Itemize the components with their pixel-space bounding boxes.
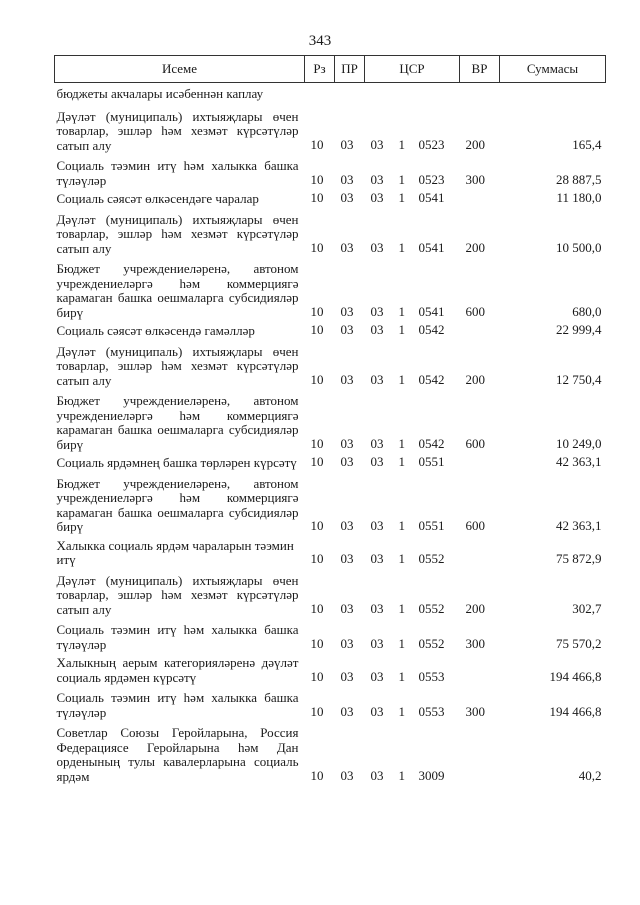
row-name: Дәүләт (муниципаль) ихтыяҗлары өчен товарлар, эшләр һәм хезмәт күрсәтүләр сатып алу (56, 108, 299, 153)
row-csr-2: 1 (398, 190, 405, 205)
row-csr-3: 0552 (418, 600, 445, 616)
row-csr-2: 1 (398, 435, 405, 451)
row-csr-2: 1 (398, 454, 405, 469)
row-csr-3: 0541 (418, 190, 445, 205)
row-name: Дәүләт (муниципаль) ихтыяҗлары өчен товарлар, эшләр һәм хезмәт күрсәтүләр сатып алу (56, 211, 299, 256)
row-name: Социаль тәэмин итү һәм халыкка башка түләүләр (56, 690, 299, 720)
row-sum (500, 83, 606, 102)
row-name: Социаль ярдәмнең башка төрләрен күрсәтү (56, 455, 297, 470)
row-pr: 03 (340, 190, 354, 205)
row-vr: 600 (465, 518, 485, 533)
row-sum: 42 363,1 (556, 454, 602, 469)
row-rz: 10 (310, 767, 324, 783)
page-number: 343 (308, 33, 332, 49)
row-rz: 10 (310, 190, 324, 205)
row-csr-1: 03 (370, 454, 384, 469)
row-pr: 03 (340, 239, 354, 255)
row-csr-3: 0542 (418, 371, 445, 387)
row-vr (460, 188, 500, 207)
row-csr-3: 0542 (418, 435, 445, 451)
row-csr-2: 1 (398, 703, 405, 719)
row-sum: 10 500,0 (556, 239, 602, 255)
row-csr-1: 03 (370, 600, 384, 616)
row-sum: 194 466,8 (549, 668, 602, 684)
row-rz: 10 (310, 518, 324, 533)
row-csr-1: 03 (370, 322, 384, 337)
row-sum: 10 249,0 (556, 435, 602, 451)
row-csr-1: 03 (370, 136, 384, 152)
row-csr-3: 0551 (418, 518, 445, 533)
row-sum: 680,0 (572, 303, 602, 319)
row-sum: 165,4 (572, 136, 602, 152)
row-vr (460, 535, 500, 568)
table-row (55, 452, 606, 471)
row-csr-3: 0541 (418, 303, 445, 319)
row-csr-1: 03 (370, 703, 384, 719)
row-csr-2: 1 (398, 371, 405, 387)
row-sum: 302,7 (572, 600, 602, 616)
row-csr-1: 03 (370, 635, 384, 651)
row-csr-2: 1 (398, 600, 405, 616)
row-rz: 10 (310, 136, 324, 152)
row-csr-2: 1 (398, 303, 405, 319)
row-pr: 03 (340, 767, 354, 783)
row-vr: 300 (465, 171, 485, 187)
row-csr-1: 03 (370, 435, 384, 451)
row-rz: 10 (310, 303, 324, 319)
row-vr: 200 (465, 239, 485, 255)
row-csr-3: 0553 (418, 668, 445, 684)
header-name: Исеме (55, 56, 305, 83)
table-row (55, 535, 606, 568)
row-name: Халыкның аерым категорияләренә дәүләт социаль ярдәмен күрсәтү (56, 655, 299, 685)
row-name: Бюджет учреждениеләренә, автоном учреждениеләргә һәм коммерциягә карамаган башка оешмаларга субсидияләр бирү (56, 393, 299, 452)
row-pr: 03 (340, 600, 354, 616)
row-vr: 200 (465, 136, 485, 152)
row-rz: 10 (310, 600, 324, 616)
row-sum: 11 180,0 (556, 190, 602, 205)
row-sum: 42 363,1 (556, 518, 602, 533)
row-csr-3: 0551 (418, 454, 445, 469)
row-name: Дәүләт (муниципаль) ихтыяҗлары өчен товарлар, эшләр һәм хезмәт күрсәтүләр сатып алу (56, 343, 299, 388)
row-rz: 10 (310, 635, 324, 651)
table-row (55, 153, 606, 188)
row-rz: 10 (310, 322, 324, 337)
row-pr: 03 (340, 136, 354, 152)
row-pr: 03 (340, 322, 354, 337)
row-rz: 10 (310, 371, 324, 387)
table-row (55, 471, 606, 535)
row-vr: 300 (465, 703, 485, 719)
header-vr: ВР (460, 56, 500, 83)
row-sum: 75 872,9 (556, 551, 602, 566)
row-sum: 12 750,4 (556, 371, 602, 387)
row-name: Дәүләт (муниципаль) ихтыяҗлары өчен товарлар, эшләр һәм хезмәт күрсәтүләр сатып алу (56, 572, 299, 617)
table-row (55, 207, 606, 257)
row-csr-1: 03 (370, 190, 384, 205)
row-pr: 03 (340, 303, 354, 319)
row-rz: 10 (310, 551, 324, 566)
row-csr-1: 03 (370, 551, 384, 566)
row-name: бюджеты акчалары исәбеннән каплау (56, 86, 264, 101)
row-csr-2: 1 (398, 551, 405, 566)
table-row (55, 685, 606, 720)
row-name: Халыкка социаль ярдәм чараларын тәэмин итү (56, 537, 294, 567)
row-pr: 03 (340, 668, 354, 684)
table-row (55, 320, 606, 339)
budget-table (54, 55, 606, 784)
header-csr: ЦСР (365, 56, 460, 83)
row-csr-3: 0552 (418, 635, 445, 651)
row-name: Социаль сәясәт өлкәсендә гамәлләр (56, 323, 255, 338)
row-name: Советлар Союзы Геройларына, Россия Федерациясе Геройларына һәм Дан орденының тулы кавалерларына социаль ярдәм (56, 725, 299, 784)
row-csr-2: 1 (398, 136, 405, 152)
row-pr: 03 (340, 518, 354, 533)
table-row (55, 652, 606, 685)
table-row (55, 188, 606, 207)
table-row (55, 339, 606, 389)
row-vr (460, 83, 500, 102)
row-csr-2: 1 (398, 635, 405, 651)
table-row (55, 568, 606, 618)
row-rz (305, 83, 335, 102)
header-sum: Суммасы (500, 56, 606, 83)
row-name: Социаль сәясәт өлкәсендәге чаралар (56, 191, 259, 206)
row-vr: 200 (465, 371, 485, 387)
row-csr-1: 03 (370, 668, 384, 684)
row-rz: 10 (310, 454, 324, 469)
row-vr (460, 652, 500, 685)
row-vr: 300 (465, 635, 485, 651)
row-csr-1: 03 (370, 171, 384, 187)
table-row (55, 388, 606, 452)
row-csr-2: 1 (398, 322, 405, 337)
row-name: Бюджет учреждениеләренә, автоном учреждениеләргә һәм коммерциягә карамаган башка оешмаларга субсидияләр бирү (56, 261, 299, 320)
row-pr: 03 (340, 371, 354, 387)
row-sum: 194 466,8 (549, 703, 602, 719)
row-csr-3: 3009 (418, 767, 445, 783)
row-sum: 22 999,4 (556, 322, 602, 337)
row-vr: 600 (465, 303, 485, 319)
row-pr: 03 (340, 454, 354, 469)
row-csr-2: 1 (398, 518, 405, 533)
row-vr (460, 320, 500, 339)
row-csr-3 (413, 83, 460, 102)
table-row (55, 83, 606, 102)
row-rz: 10 (310, 703, 324, 719)
row-csr-1: 03 (370, 303, 384, 319)
table-row (55, 720, 606, 784)
row-name: Социаль тәэмин итү һәм халыкка башка түләүләр (56, 622, 299, 652)
table-row (55, 256, 606, 320)
header-pr: ПР (335, 56, 365, 83)
table-header (55, 56, 606, 83)
row-csr-1: 03 (370, 239, 384, 255)
row-pr: 03 (340, 635, 354, 651)
row-sum: 40,2 (578, 767, 602, 783)
row-csr-2: 1 (398, 239, 405, 255)
row-rz: 10 (310, 668, 324, 684)
row-pr: 03 (340, 171, 354, 187)
row-csr-2: 1 (398, 171, 405, 187)
row-csr-2: 1 (398, 668, 405, 684)
row-pr: 03 (340, 551, 354, 566)
row-name: Социаль тәэмин итү һәм халыкка башка түләүләр (56, 158, 299, 188)
row-csr-3: 0541 (418, 239, 445, 255)
header-rz: Рз (305, 56, 335, 83)
row-csr-1 (365, 83, 393, 102)
table-row (55, 102, 606, 154)
row-csr-3: 0523 (418, 136, 445, 152)
row-rz: 10 (310, 435, 324, 451)
row-pr: 03 (340, 435, 354, 451)
row-vr (460, 452, 500, 471)
row-rz: 10 (310, 239, 324, 255)
row-csr-2 (393, 83, 413, 102)
row-csr-3: 0523 (418, 171, 445, 187)
table-row (55, 617, 606, 652)
row-csr-3: 0553 (418, 703, 445, 719)
row-csr-3: 0542 (418, 322, 445, 337)
row-rz: 10 (310, 171, 324, 187)
row-pr: 03 (340, 703, 354, 719)
row-csr-2: 1 (398, 767, 405, 783)
row-name: Бюджет учреждениеләренә, автоном учреждениеләргә һәм коммерциягә карамаган башка оешмаларга субсидияләр бирү (56, 475, 299, 534)
row-vr (460, 720, 500, 784)
row-csr-1: 03 (370, 767, 384, 783)
row-csr-1: 03 (370, 518, 384, 533)
row-sum: 75 570,2 (556, 635, 602, 651)
row-pr (335, 83, 365, 102)
row-vr: 600 (465, 435, 485, 451)
row-vr: 200 (465, 600, 485, 616)
row-csr-3: 0552 (418, 551, 445, 566)
row-csr-1: 03 (370, 371, 384, 387)
row-sum: 28 887,5 (556, 171, 602, 187)
